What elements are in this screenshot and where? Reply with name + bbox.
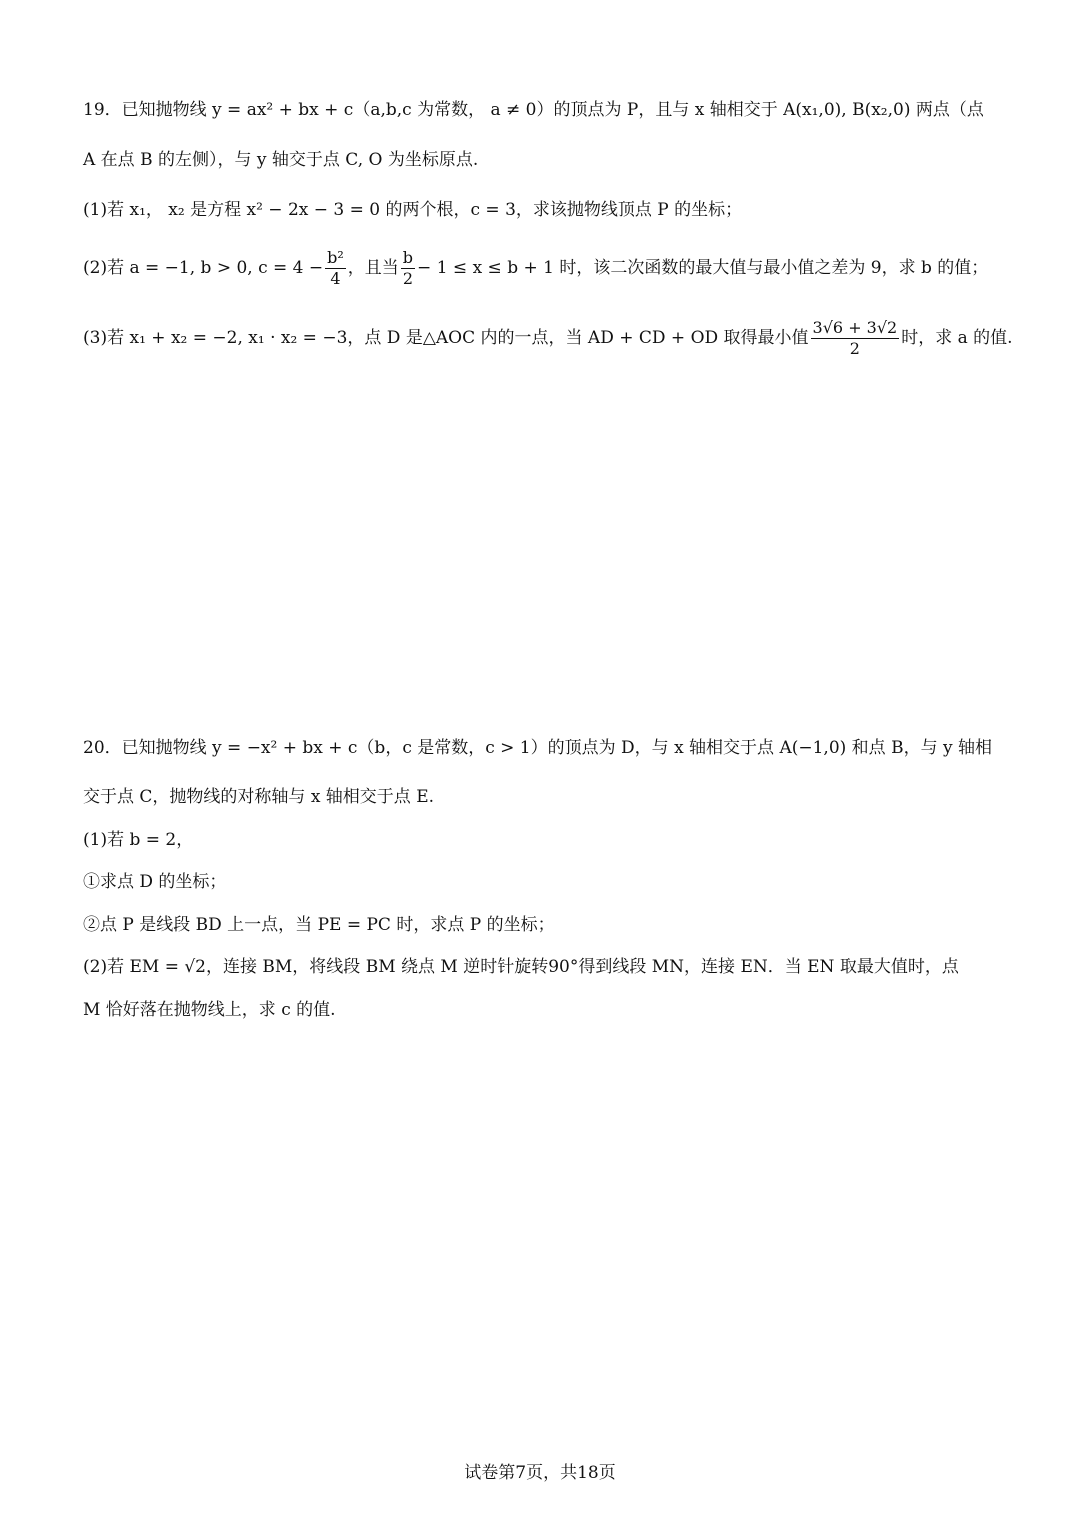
q19-part2-fraction-b-over-2 [401,248,415,289]
q20-part1-ii: ②点 P 是线段 BD 上一点，当 PE = PC 时，求点 P 的坐标； [83,915,555,935]
q20-stem-line1: 20．已知抛物线 y = −x² + bx + c（b，c 是常数，c > 1）的顶点为 D，与 x 轴相交于点 A(−1,0) 和点 B，与 y 轴相 [83,738,992,758]
q19-part1: (1)若 x₁， x₂ 是方程 x² − 2x − 3 = 0 的两个根，c = 3，求该抛物线顶点 P 的坐标； [83,200,743,220]
fraction-numerator: b [402,248,414,267]
page-footer: 试卷第7页，共18页 [464,1463,616,1483]
q20-part2-line2: M 恰好落在抛物线上，求 c 的值. [83,1000,336,1020]
q19-stem-line2: A 在点 B 的左侧），与 y 轴交于点 C, O 为坐标原点. [83,150,479,170]
q20-part1: (1)若 b = 2， [83,830,194,850]
q19-part3-text-a: (3)若 x₁ + x₂ = −2, x₁ · x₂ = −3，点 D 是△AOC 内的一点，当 AD + CD + OD 取得最小值 [83,328,809,348]
q19-part2-text-c: − 1 ≤ x ≤ b + 1 时，该二次函数的最大值与最小值之差为 9，求 b 的值； [417,258,989,278]
q19-part2-text-b: ，且当 [347,258,399,278]
fraction-denominator: 2 [849,339,860,358]
fraction-numerator: 3√6 + 3√2 [812,318,898,337]
q19-part2-text-a: (2)若 a = −1, b > 0, c = 4 − [83,258,324,278]
q19-part3-text-b: 时，求 a 的值. [901,328,1013,348]
q19-part3-fraction [811,318,900,359]
q20-part1-i: ①求点 D 的坐标； [83,872,227,892]
q20-stem-line2: 交于点 C，抛物线的对称轴与 x 轴相交于点 E. [83,787,435,807]
fraction-numerator: b² [327,248,344,267]
q19-part2 [83,248,988,289]
q19-part3 [83,318,1013,359]
q19-part2-fraction-b2-over-4 [325,248,346,289]
fraction-denominator: 4 [330,269,341,288]
q20-part2-line1: (2)若 EM = √2，连接 BM，将线段 BM 绕点 M 逆时针旋转90°得到线段 MN，连接 EN．当 EN 取最大值时，点 [83,957,959,977]
q19-stem-line1: 19．已知抛物线 y = ax² + bx + c（a,b,c 为常数， a ≠ 0）的顶点为 P，且与 x 轴相交于 A(x₁,0), B(x₂,0) 两点（点 [83,100,984,120]
fraction-denominator: 2 [402,269,414,288]
